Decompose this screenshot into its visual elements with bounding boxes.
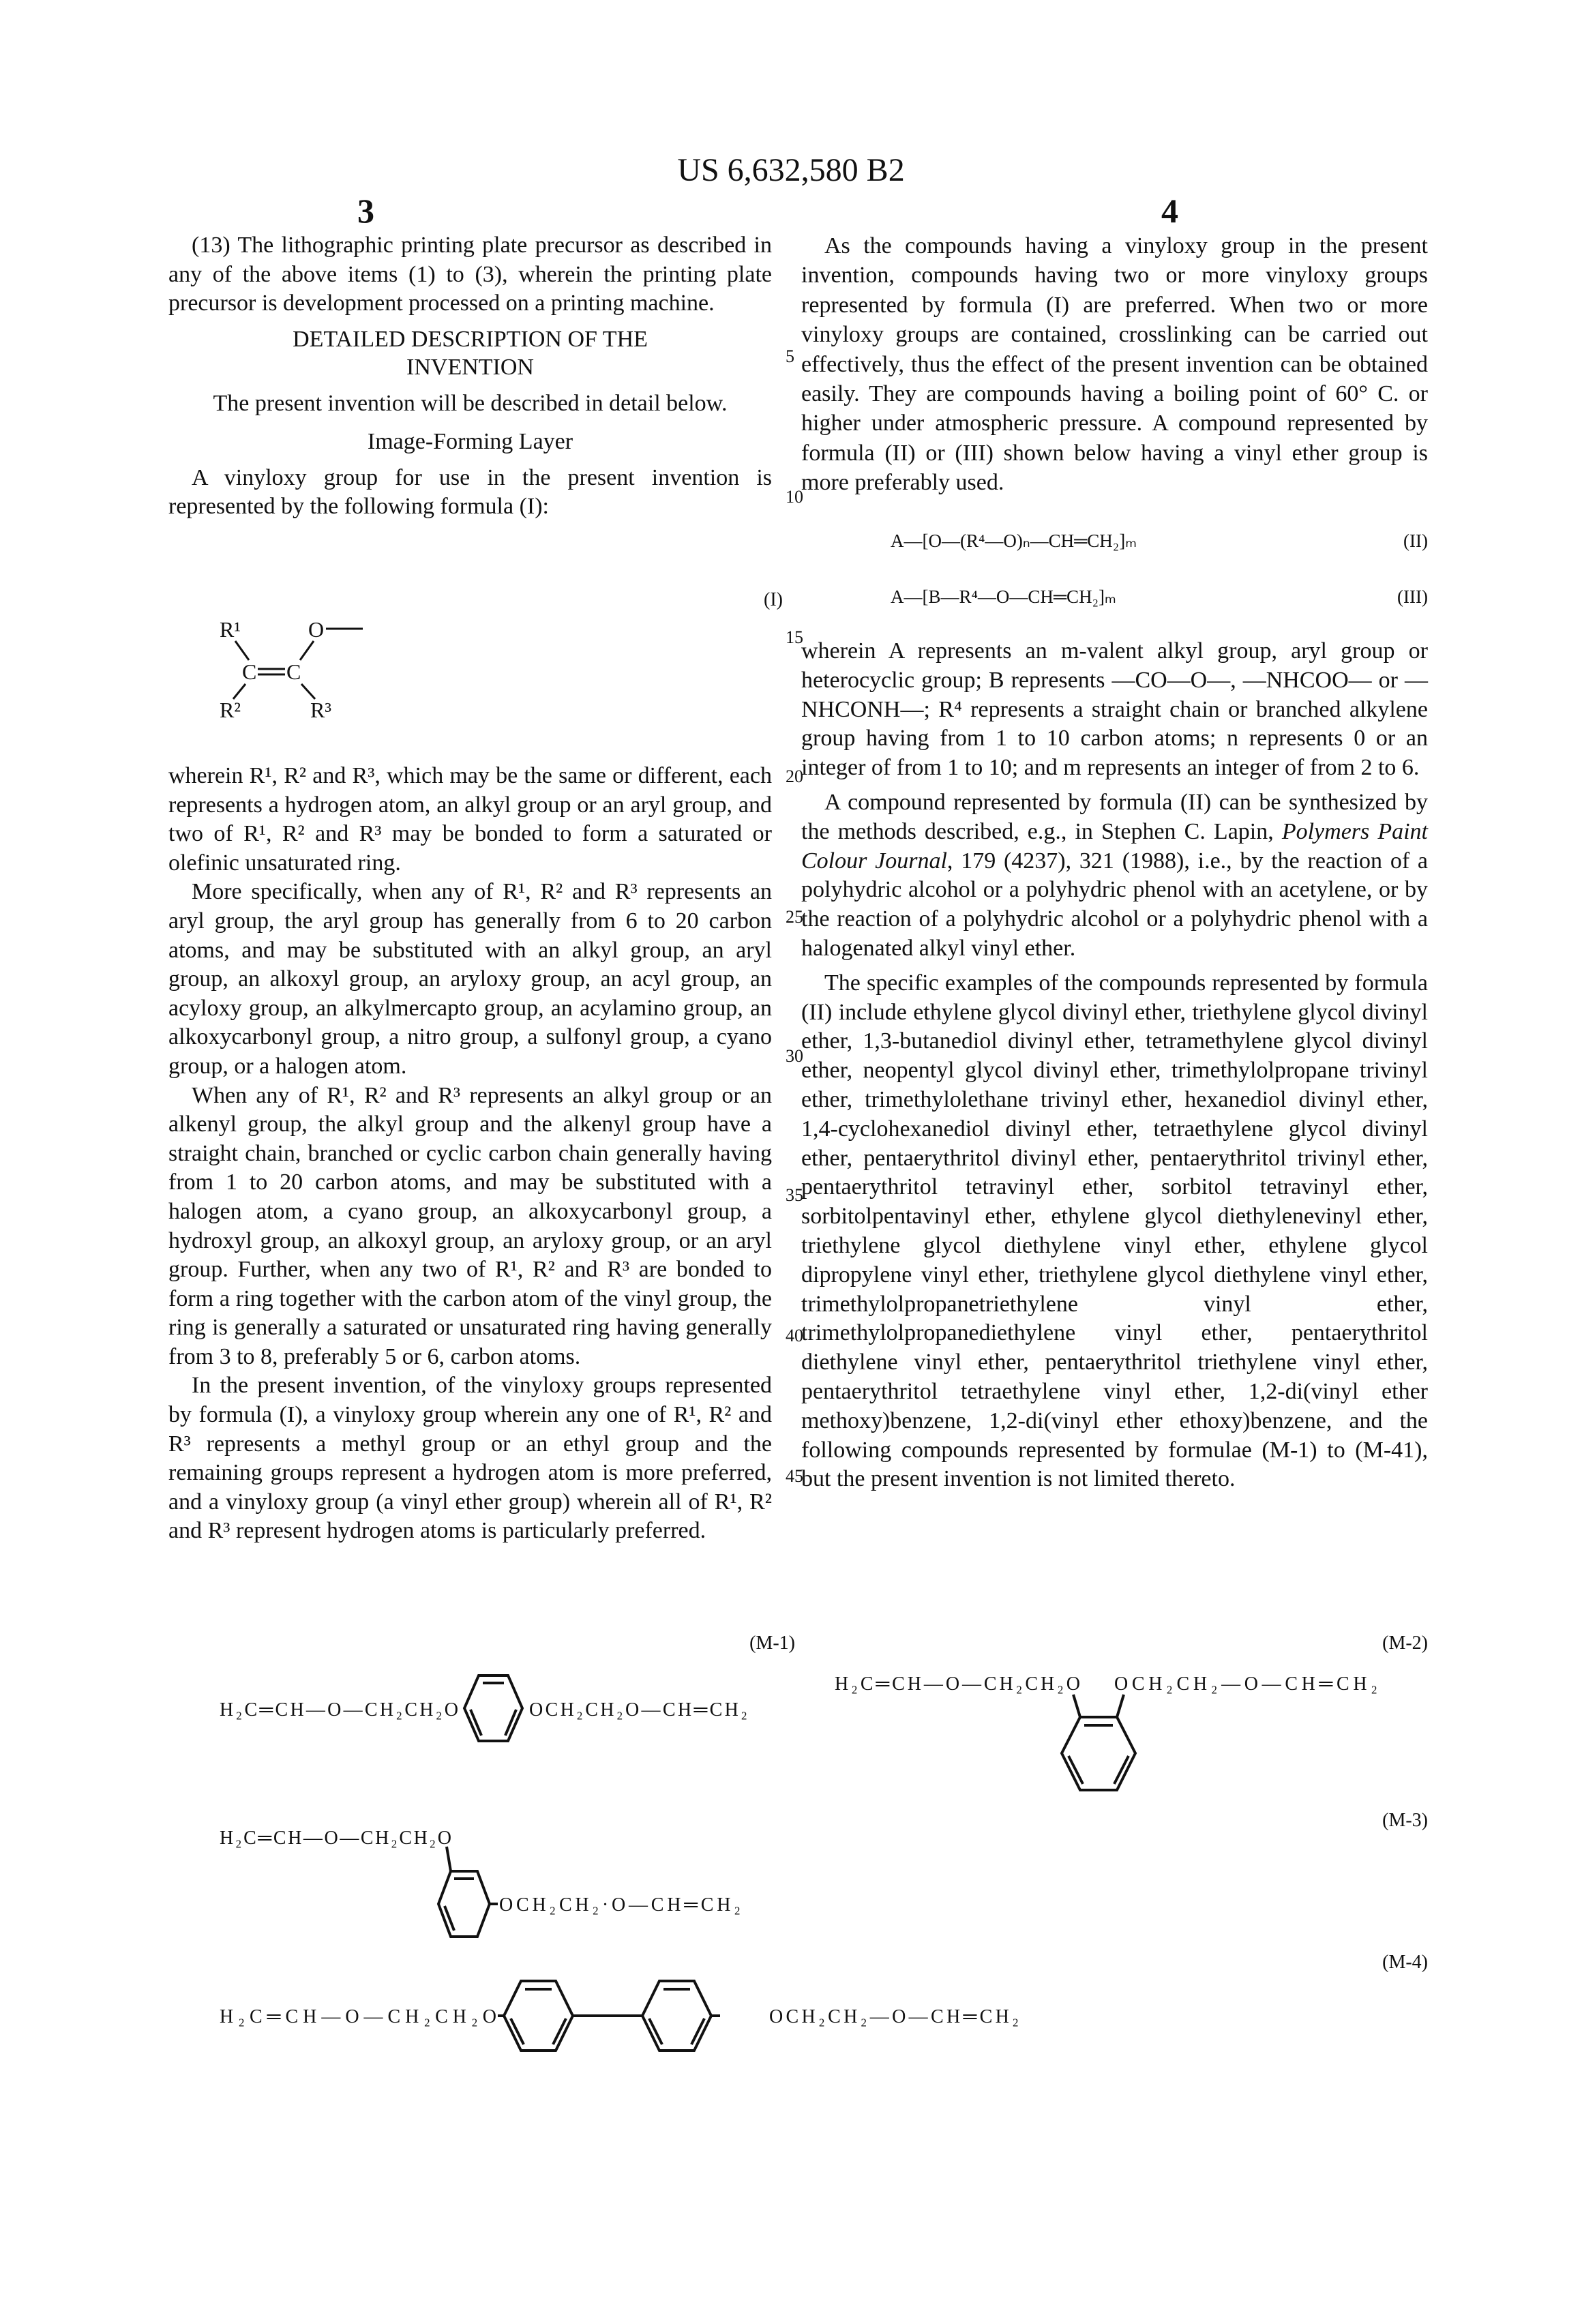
line-number: 30 [786,1046,803,1067]
compound-m4 [220,1952,1428,2027]
formula-label: (I) [764,589,783,610]
chain-left: H₂C═CH—O—CH₂CH₂O [220,2006,496,2027]
subheading: Image-Forming Layer [168,428,772,457]
chain-left: H₂C═CH—O—CH₂CH₂O [220,1828,451,1849]
carbon-label: C [286,659,301,684]
heading-line: INVENTION [406,355,534,380]
right-column-body [801,637,1428,1494]
compound-label: (M-3) [1382,1810,1428,1831]
text-span: A compound represented by formula (II) can be synthesized by the methods described, e.g., in Stephen C. Lapin, [801,790,1428,844]
paragraph-specific-examples: The specific examples of the compounds represented by formula (II) include ethylene glycol divinyl ether, triethylene glycol divinyl ether, 1,3-butanediol divinyl ether, tetramethylene glycol divinyl ether, neopentyl glycol divinyl ether, trimethylolpropane trivinyl ether, trimethylolethane trivinyl ether, hexanediol divinyl ether, 1,4-cyclohexanediol divinyl ether, tetraethylene glycol divinyl ether, pentaerythritol divinyl ether, pentaerythritol trivinyl ether, pentaerythritol tetravinyl ether, sorbitol tetravinyl ether, sorbitolpentavinyl ether, ethylene glycol diethylenevinyl ether, triethylene glycol diethylene vinyl ether, ethylene glycol dipropylene vinyl ether, triethylene glycol diethylene vinyl ether, trimethylolpropanetriethylene vinyl ether, trimethylolpropanediethylene vinyl ether, pentaerythritol diethylene vinyl ether, pentaerythritol triethylene vinyl ether, pentaerythritol tetraethylene vinyl ether, 1,2-di(vinyl ether methoxy)benzene, 1,2-di(vinyl ether ethoxy)benzene, and the following compounds represented by formulae (M-1) to (M-41), but the present invention is not limited thereto. [801,969,1428,1494]
paragraph-13: (13) The lithographic printing plate precursor as described in any of the above items (1) to (3), wherein the printing plate precursor is development processed on a printing machine. [168,231,772,318]
paragraph-wherein: wherein R¹, R² and R³, which may be the same or different, each represents a hydrogen atom, an alkyl group or an aryl group, and two of R¹, R² and R³ may be bonded to form a saturated or olefinic unsaturated ring. [168,762,772,878]
formula-label: (II) [1403,531,1428,551]
chain-left: H₂C═CH—O—CH₂CH₂O [220,1699,458,1720]
paragraph-when-any: When any of R¹, R² and R³ represents an alkyl group or an alkenyl group, the alkyl group and the alkenyl group have a straight chain, branched or cyclic carbon chain generally having from 1 to 20 carbon atoms, and may be substituted with a halogen atom, a cyano group, an alkoxycarbonyl group, a hydroxyl group, an alkoxyl group, an aryloxy group, or an aryl group. Further, when any two of R¹, R² and R³ are bonded to form a ring together with the carbon atom of the vinyl group, the ring is generally a saturated or unsaturated ring having generally from 3 to 8, preferably 5 or 6, carbon atoms. [168,1082,772,1372]
oxygen-label: O [308,617,324,642]
compound-label: (M-4) [1382,1952,1428,1973]
r3-label: R³ [310,698,331,722]
paragraph-synthesis [801,788,1428,964]
line-number: 10 [786,487,803,507]
line-number: 35 [786,1185,803,1206]
journal-title: Polymers Paint Colour Journal [801,819,1428,874]
r2-label: R² [220,698,241,722]
line-number: 15 [786,627,803,648]
left-column-body [168,762,772,1546]
right-column-top [801,231,1428,498]
paragraph-in-the-present: In the present invention, of the vinyloxy groups represented by formula (I), a vinyloxy group wherein any one of R¹, R² and R³ represents a methyl group or an ethyl group and the remaining groups represent a hydrogen atom is more preferred, and a vinyloxy group (a vinyl ether group) wherein all of R¹, R² and R³ represent hydrogen atoms is particularly preferred. [168,1371,772,1546]
chain-left: H₂C═CH—O—CH₂CH₂O [835,1673,1080,1695]
text-span: , 179 (4237), 321 (1988), i.e., by the reaction of a polyhydric alcohol or a polyhydric phenol with an acetylene, or by the reaction of a polyhydric alcohol or a polyhydric phenol with a halogenated alkyl vinyl ether. [801,848,1428,961]
r1-label: R¹ [220,617,241,642]
compound-label: (M-2) [1382,1633,1428,1654]
chain-right: OCH₂CH₂·O—CH═CH₂ [499,1894,741,1916]
right-page-number: 4 [1161,191,1178,230]
chain-right: OCH₂CH₂—O—CH═CH₂ [1114,1673,1377,1695]
formula-i [220,589,783,722]
compound-m2 [835,1633,1428,1695]
paragraph-wherein-a: wherein A represents an m-valent alkyl group, aryl group or heterocyclic group; B represents —CO—O—, —NHCOO— or —NHCONH—; R⁴ represents a straight chain or branched alkylene group having from 1 to 10 carbon atoms; n represents 0 or an integer of from 1 to 10; and m represents an integer of from 2 to 6. [801,637,1428,783]
heading-line: DETAILED DESCRIPTION OF THE [293,327,648,352]
line-number: 45 [786,1466,803,1487]
intro-sentence: The present invention will be described in detail below. [168,389,772,419]
formula-iii [891,586,1428,607]
formula-label: (III) [1397,586,1428,607]
vinyloxy-intro: A vinyloxy group for use in the present invention is represented by the following formula (I): [168,464,772,522]
line-number: 20 [786,766,803,787]
chain-right: OCH₂CH₂O—CH═CH₂ [529,1699,747,1720]
left-page-number: 3 [357,191,374,230]
formula-text: A—[B—R⁴—O—CH═CH₂]ₘ [891,586,1116,607]
paragraph-compounds: As the compounds having a vinyloxy group in the present invention, compounds having two or more vinyloxy groups represented by formula (I) are preferred. When two or more vinyloxy groups are contained, crosslinking can be carried out effectively, thus the effect of the present invention can be obtained easily. They are compounds having a boiling point of 60° C. or higher under atmospheric pressure. A compound represented by formula (II) or (III) shown below having a vinyl ether group is more preferably used. [801,231,1428,498]
patent-number: US 6,632,580 B2 [0,151,1582,189]
formula-ii [891,531,1428,551]
chain-right: OCH₂CH₂—O—CH═CH₂ [769,2006,1019,2027]
paragraph-more-specifically: More specifically, when any of R¹, R² and R³ represents an aryl group, the aryl group has generally from 6 to 20 carbon atoms, and may be substituted with an alkyl group, an aryl group, an alkoxyl group, an aryloxy group, an acyl group, an acyloxy group, an alkylmercapto group, an acylamino group, an alkoxycarbonyl group, a nitro group, a sulfonyl group, a cyano group, or a halogen atom. [168,878,772,1081]
compound-label: (M-1) [749,1633,795,1654]
line-number: 5 [786,346,794,367]
line-number: 25 [786,907,803,927]
compound-m3 [220,1810,1428,1916]
formula-text: A—[O—(R⁴—O)ₙ—CH═CH₂]ₘ [891,531,1137,551]
carbon-label: C [242,659,256,684]
line-number: 40 [786,1326,803,1346]
